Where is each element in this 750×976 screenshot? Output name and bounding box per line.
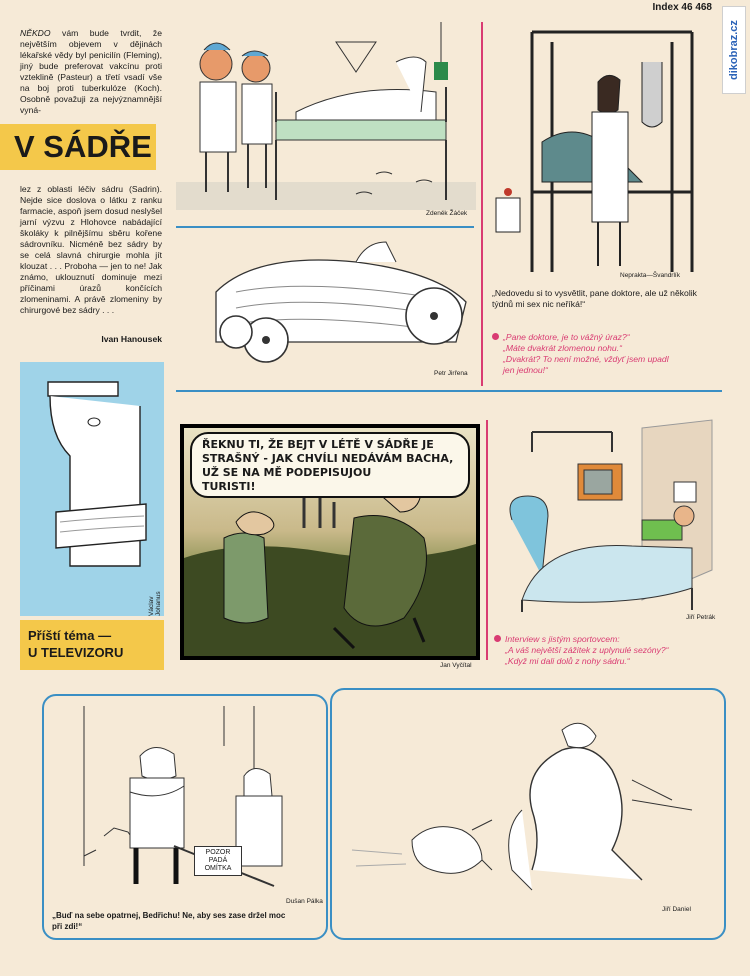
credit-c5: Jan Vyčítal <box>440 662 472 669</box>
cartoon-traction-bed <box>492 22 718 284</box>
sign-line1: POZOR <box>205 849 231 856</box>
speech-line1: ŘEKNU TI, ŽE BEJT V LÉTĚ V SÁDŘE JE <box>202 438 434 451</box>
speech-line3: UŽ SE NA MĚ PODEPISUJOU <box>202 466 372 479</box>
credit-c2: Neprakta—Švandrlík <box>620 272 680 279</box>
tv-bed-drawing <box>492 420 722 620</box>
credit-c4: Václav Johanus <box>148 591 162 616</box>
divider-red-mid <box>486 420 488 660</box>
joke-sportsman <box>494 634 726 667</box>
speech-bubble <box>190 432 470 498</box>
page-index: Index 46 468 <box>652 2 712 13</box>
credit-c1: Zdeněk Žáček <box>426 210 468 217</box>
credit-c8: Jiří Daniel <box>662 906 691 913</box>
cartoon-falling-plaster <box>42 694 328 940</box>
caption-c2: „Nedovedu si to vysvětlit, pane doktore, ale už několik týdnů mi sex nic neříká!“ <box>492 288 697 309</box>
cartoon-plaster-car <box>176 232 476 382</box>
divider-red-top <box>481 22 483 386</box>
plaster-car-drawing <box>176 232 476 382</box>
falling-plaster-drawing <box>44 696 326 896</box>
credit-c7: Dušan Pálka <box>286 898 323 905</box>
article-intro <box>20 28 162 116</box>
sign-line2: PADÁ <box>208 857 228 864</box>
joke1-line1: „Pane doktore, je to vážný úraz?“ <box>503 332 630 342</box>
joke2-line1: Interview s jistým sportovcem: <box>505 634 620 644</box>
article-title: V SÁDŘE <box>0 124 156 170</box>
arm-sling-drawing <box>20 362 164 616</box>
hospital-bed-drawing <box>176 22 476 222</box>
warning-sign <box>194 846 242 876</box>
intro-lead: NĚKDO <box>20 28 51 38</box>
next-topic-line2: U TELEVIZORU <box>28 645 124 660</box>
bullet-icon <box>492 333 499 340</box>
cartoon-dog-cast <box>330 688 726 940</box>
article-continuation: lez z oblasti léčiv sádru (Sadrin). Nejde sice doslova o látku z ranku farmacie, aspoň jsem dosud neslyšel jarní výzvu z Hlohovce nabádající školáky k pilnějšímu sběru kořene sádrovníku. Nicméně bez sádry by se celá slavná chirurgie mohla jít klouzat . . . Proboha — jen to ne! Jak známo, uklouznutí dominuje mezi příčinami úrazů končících zlomeninami. A právě zlomeniny by chirurgové bez sádry . . . <box>20 184 162 315</box>
joke1-line3: „Dvakrát? To není možné, vždyť jsem upadl <box>503 354 669 364</box>
article-author: Ivan Hanousek <box>101 334 162 344</box>
joke-injury <box>492 332 722 376</box>
divider-blue-mid <box>176 390 722 392</box>
caption-c7 <box>52 910 322 932</box>
sign-line3: OMÍTKA <box>204 865 232 872</box>
comic-panel <box>184 428 476 656</box>
credit-c3: Petr Jirřena <box>434 370 468 377</box>
speech-line2: STRAŠNÝ - JAK CHVÍLI NEDÁVÁM BACHA, <box>202 452 454 465</box>
credit-c6: Jiří Petrák <box>686 614 716 621</box>
caption-c7-line2: při zdi!“ <box>52 922 83 931</box>
next-topic <box>20 620 164 670</box>
bullet-icon <box>494 635 501 642</box>
intro-text: vám bude tvrdit, že největším objevem v dějinách lékařské vědy byl penicilín (Fleming), jiný bude preferovat vakcínu proti vzteklině (Pasteur) a třetí vsadí vše na boj proti tuberkulóze (Koch). Osobně považuji za nejvýznamnější vyná- <box>20 28 162 115</box>
watermark: dikobraz.cz <box>722 6 746 94</box>
divider-blue-top <box>176 226 474 228</box>
cartoon-summer-cast <box>180 424 480 660</box>
joke1-line4: jen jednou!“ <box>503 365 548 375</box>
joke1-line2: „Máte dvakrát zlomenou nohu.“ <box>503 343 622 353</box>
dog-cast-drawing <box>332 690 724 920</box>
traction-bed-drawing <box>492 22 718 284</box>
speech-line4: TURISTI! <box>202 480 256 493</box>
cartoon-tv-bed <box>492 420 722 620</box>
caption-c7-line1: „Buď na sebe opatrnej, Bedřichu! Ne, aby ses zase držel moc <box>52 911 286 920</box>
next-topic-line1: Příští téma — <box>28 628 112 643</box>
joke2-line3: „Když mi dali dolů z nohy sádru.“ <box>505 656 630 666</box>
cartoon-arm-sling <box>20 362 164 616</box>
joke2-line2: „A váš největší zážitek z uplynulé sezóny?“ <box>505 645 669 655</box>
cartoon-hospital-bed <box>176 22 476 222</box>
